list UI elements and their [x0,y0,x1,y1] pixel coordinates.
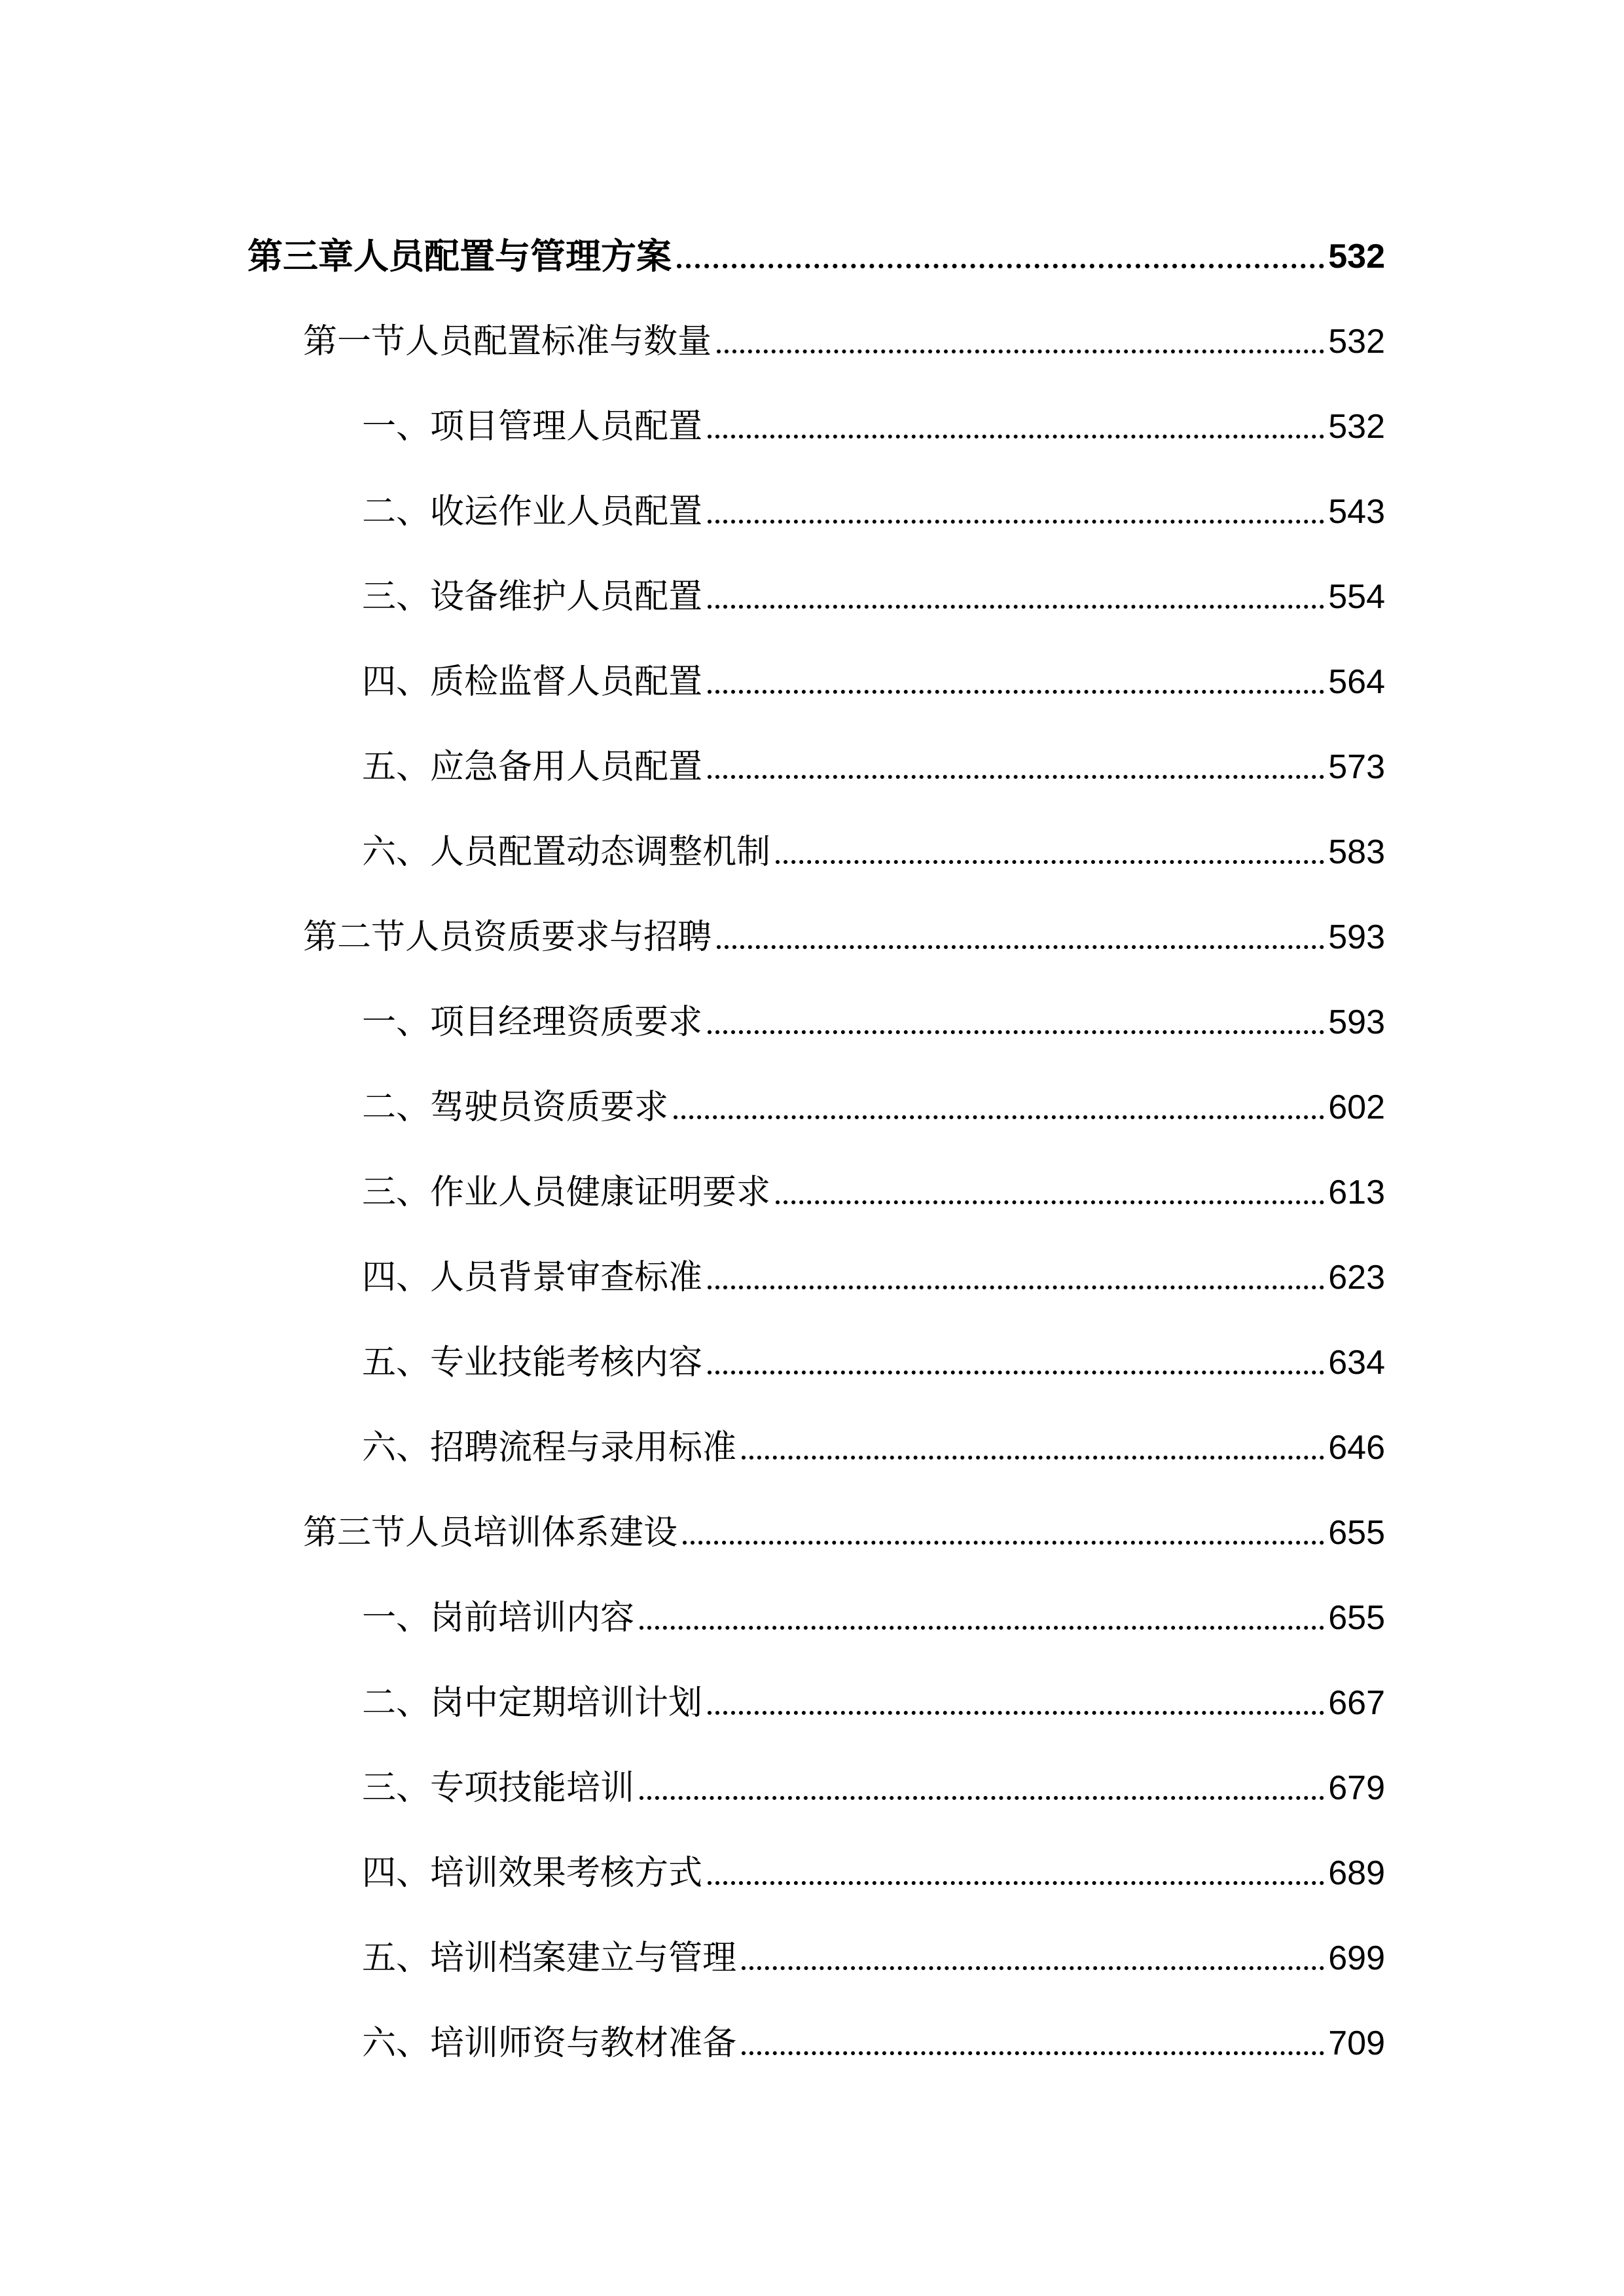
toc-entry-subsection[interactable] [362,719,1385,787]
toc-dot-leader [708,1711,1324,1715]
toc-dot-leader [776,860,1324,864]
toc-entry-title: 六、招聘流程与录用标准 [362,1428,737,1467]
toc-entry-section[interactable] [303,889,1385,957]
toc-entry-page: 623 [1328,1259,1385,1297]
toc-entry-subsection[interactable] [362,1144,1385,1210]
toc-entry-title: 一、岗前培训内容 [362,1598,635,1638]
toc-entry-subsection[interactable] [362,974,1385,1042]
toc-entry-title: 一、项目经理资质要求 [362,1003,703,1042]
toc-entry-subsection[interactable] [362,634,1385,702]
toc-entry-page: 699 [1328,1939,1385,1977]
toc-dot-leader [708,1030,1324,1034]
toc-dot-leader [708,690,1324,694]
toc-entry-subsection[interactable] [362,463,1385,529]
toc-dot-leader [708,1371,1324,1374]
toc-entry-page: 543 [1328,493,1385,531]
toc-entry-subsection[interactable] [362,1399,1385,1465]
toc-entry-title: 二、岗中定期培训计划 [362,1683,703,1723]
toc-entry-page: 564 [1328,663,1385,701]
toc-entry-page: 689 [1328,1854,1385,1892]
toc-dot-leader [776,1200,1324,1204]
toc-entry-section[interactable] [303,1484,1385,1550]
toc-entry-page: 655 [1328,1514,1385,1552]
toc-entry-title: 五、专业技能考核内容 [362,1343,703,1382]
toc-entry-title: 第二节人员资质要求与招聘 [303,918,712,957]
toc-entry-title: 一、项目管理人员配置 [362,407,703,446]
toc-entry-page: 532 [1328,238,1385,276]
toc-entry-title: 二、驾驶员资质要求 [362,1088,669,1127]
toc-entry-title: 六、人员配置动态调整机制 [362,833,771,872]
toc-dot-leader [708,605,1324,609]
toc-entry-title: 四、人员背景审查标准 [362,1258,703,1297]
toc-entry-page: 554 [1328,578,1385,616]
toc-entry-page: 593 [1328,918,1385,956]
toc-dot-leader [742,2051,1324,2055]
toc-dot-leader [674,1115,1324,1119]
toc-entry-page: 593 [1328,1003,1385,1041]
toc-dot-leader [708,1285,1324,1289]
toc-entry-subsection[interactable] [362,1740,1385,1808]
toc-entry-page: 634 [1328,1344,1385,1382]
toc-entry-subsection[interactable] [362,1059,1385,1127]
toc-entry-subsection[interactable] [362,1655,1385,1723]
toc-entry-title: 第一节人员配置标准与数量 [303,322,712,361]
toc-entry-title: 四、培训效果考核方式 [362,1854,703,1893]
toc-entry-title: 二、收运作业人员配置 [362,492,703,531]
toc-entry-title: 六、培训师资与教材准备 [362,2024,737,2063]
toc-entry-subsection[interactable] [362,1570,1385,1638]
toc-entry-title: 四、质检监督人员配置 [362,662,703,702]
toc-entry-title: 第三章人员配置与管理方案 [247,235,672,277]
toc-entry-title: 五、应急备用人员配置 [362,747,703,787]
toc-dot-leader [717,945,1324,949]
toc-entry-subsection[interactable] [362,378,1385,444]
toc-entry-title: 三、设备维护人员配置 [362,577,703,617]
toc-entry-page: 532 [1328,323,1385,361]
toc-dot-leader [708,520,1324,524]
toc-entry-page: 667 [1328,1684,1385,1722]
toc-entry-page: 613 [1328,1174,1385,1211]
toc-dot-leader [683,1541,1324,1545]
toc-entry-title: 五、培训档案建立与管理 [362,1939,737,1978]
toc-entry-subsection[interactable] [362,804,1385,872]
toc-entry-section[interactable] [303,293,1385,359]
toc-dot-leader [708,435,1324,439]
toc-dot-leader [708,775,1324,779]
toc-entry-subsection[interactable] [362,1910,1385,1978]
toc-dot-leader [640,1796,1324,1800]
toc-dot-leader [742,1456,1324,1460]
toc-entry-subsection[interactable] [362,1229,1385,1295]
toc-entry-page: 583 [1328,833,1385,871]
toc-dot-leader [677,264,1324,268]
toc-entry-title: 三、作业人员健康证明要求 [362,1173,771,1212]
toc-entry-subsection[interactable] [362,1314,1385,1380]
toc-dot-leader [742,1966,1324,1970]
toc-dot-leader [717,350,1324,353]
toc-entry-subsection[interactable] [362,1825,1385,1893]
toc-entry-subsection[interactable] [362,1995,1385,2063]
toc-entry-title: 第三节人员培训体系建设 [303,1513,678,1552]
toc-entry-page: 532 [1328,408,1385,446]
toc-dot-leader [640,1626,1324,1630]
toc-entry-page: 602 [1328,1088,1385,1126]
toc-entry-chapter[interactable] [247,208,1385,277]
toc-entry-page: 573 [1328,748,1385,786]
toc-entry-subsection[interactable] [362,548,1385,617]
toc-entry-page: 709 [1328,2024,1385,2062]
toc-entry-page: 679 [1328,1769,1385,1807]
toc-dot-leader [708,1881,1324,1885]
toc-entry-title: 三、专项技能培训 [362,1768,635,1808]
toc-entry-page: 646 [1328,1429,1385,1467]
toc-entry-page: 655 [1328,1599,1385,1637]
